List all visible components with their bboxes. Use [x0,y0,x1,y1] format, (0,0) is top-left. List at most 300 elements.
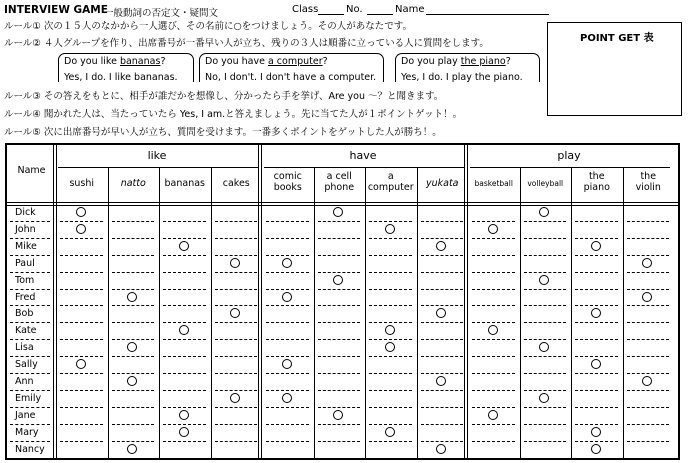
column-header-line: phone [324,182,355,193]
row-separator [318,238,361,239]
row-name-paul[interactable]: Paul [15,257,35,269]
column-header-cakes [211,178,263,189]
column-header-line: computer [367,182,414,193]
row-separator [369,441,412,442]
row-separator [524,441,567,442]
row-separator [472,221,515,222]
row-separator [60,305,103,306]
row-separator [524,221,567,222]
row-separator [575,339,618,340]
answer-circle[interactable] [76,207,86,217]
row-separator [112,424,155,425]
row-separator [163,373,206,374]
row-separator [215,373,258,374]
column-header-line: a [387,171,394,182]
row-separator [421,255,464,256]
row-separator [215,289,258,290]
column-divider [571,167,572,458]
row-separator [10,356,50,357]
column-header-line: cakes [222,178,250,189]
title-text: INTERVIEW GAME [4,4,108,16]
name-column-divider [56,145,57,458]
example-question: Do you like bananas? [64,56,166,67]
answer-circle[interactable] [488,325,498,335]
row-separator [266,272,309,273]
answer-circle[interactable] [76,359,86,369]
row-separator [163,407,206,408]
row-separator [472,255,515,256]
row-separator [472,424,515,425]
row-separator [215,322,258,323]
row-separator [318,339,361,340]
answer-circle[interactable] [591,427,601,437]
row-separator [318,305,361,306]
row-separator [369,289,412,290]
row-separator [472,407,515,408]
row-name-bob[interactable]: Bob [15,308,34,320]
row-separator [524,289,567,290]
row-separator [575,441,618,442]
column-header-line: piano [583,182,610,193]
row-separator [421,407,464,408]
row-separator [112,289,155,290]
row-separator [266,322,309,323]
example-answer: Yes, I do. I play the piano. [401,72,523,83]
row-name-tom[interactable]: Tom [15,274,35,286]
row-separator [575,424,618,425]
column-header-a-cell-phone [314,171,366,193]
row-separator [163,339,206,340]
interview-table [5,143,680,460]
example-answer: No, I don't. I don't have a computer. [205,72,377,83]
row-separator [60,289,103,290]
row-separator [575,289,618,290]
row-separator [266,339,309,340]
row-separator [524,407,567,408]
row-separator [472,356,515,357]
row-separator [112,390,155,391]
row-separator [627,356,670,357]
row-separator [369,424,412,425]
answer-circle[interactable] [333,207,343,217]
name-column-divider [53,145,54,458]
column-header-natto [108,178,160,189]
row-name-sally[interactable]: Sally [15,359,38,371]
column-header-line: books [273,182,302,193]
row-separator [369,339,412,340]
worksheet-title [4,4,108,16]
row-separator [112,356,155,357]
row-separator [524,373,567,374]
row-separator [575,255,618,256]
row-separator [215,339,258,340]
rule-5: ルール⑤ 次に出席番号が早い人が立ち、質問を受けます。一番多くポイントをゲットした人が勝ち！。 [4,127,442,138]
row-separator [627,390,670,391]
row-separator [266,441,309,442]
answer-circle[interactable] [385,427,395,437]
row-separator [60,390,103,391]
column-header-line: yukata [425,178,459,189]
class-label: Class [292,4,319,15]
answer-circle[interactable] [282,292,292,302]
answer-circle[interactable] [539,342,549,352]
answer-circle[interactable] [76,224,86,234]
header-bottom-line [7,205,678,206]
row-separator [163,221,206,222]
answer-circle[interactable] [436,308,446,318]
answer-circle[interactable] [127,376,137,386]
column-header-line: violin [635,182,661,193]
row-separator [524,356,567,357]
row-separator [318,373,361,374]
row-separator [318,407,361,408]
row-separator [60,221,103,222]
row-separator [627,424,670,425]
row-separator [318,390,361,391]
row-separator [524,390,567,391]
answer-circle[interactable] [282,258,292,268]
row-separator [112,221,155,222]
row-separator [10,289,50,290]
answer-circle[interactable] [230,258,240,268]
row-separator [215,238,258,239]
row-separator [10,424,50,425]
row-separator [472,373,515,374]
answer-circle[interactable] [179,241,189,251]
answer-circle[interactable] [436,444,446,454]
row-separator [112,441,155,442]
row-separator [266,305,309,306]
row-separator [369,356,412,357]
row-separator [421,272,464,273]
column-header-line: the [588,171,605,182]
point-get-label: POINT GET 表 [580,33,654,44]
row-separator [60,339,103,340]
row-separator [421,373,464,374]
column-divider [417,167,418,458]
answer-circle[interactable] [539,275,549,285]
row-name-kate[interactable]: Kate [15,325,37,337]
row-separator [627,373,670,374]
column-header-sushi [56,178,108,189]
column-header-the-violin [623,171,675,193]
row-name-ann[interactable]: Ann [15,376,34,387]
answer-circle[interactable] [488,410,498,420]
row-separator [421,424,464,425]
group-divider [258,145,259,458]
row-separator [10,272,50,273]
row-separator [524,424,567,425]
column-header-yukata [417,178,469,189]
row-separator [10,305,50,306]
column-header-comic-books [262,171,314,193]
row-separator [163,272,206,273]
column-header-line: the [640,171,657,182]
row-separator [627,322,670,323]
group-divider [467,145,468,458]
header-bottom-line [7,202,678,203]
row-separator [575,390,618,391]
row-separator [369,255,412,256]
column-header-the-piano [571,171,623,193]
column-header-line: volleyball [527,179,564,188]
row-separator [163,441,206,442]
row-separator [472,238,515,239]
answer-circle[interactable] [642,292,652,302]
rule-2: ルール② ４人グループを作り、出席番号が一番早い人が立ち、残りの３人は順番に立っている人に質問をします。 [4,38,489,49]
point-get-box[interactable] [547,22,682,116]
row-separator [524,322,567,323]
answer-circle[interactable] [539,207,549,217]
column-header-bananas [159,178,211,189]
number-blank[interactable] [367,14,393,15]
row-separator [627,305,670,306]
row-separator [575,356,618,357]
row-separator [215,441,258,442]
row-separator [627,441,670,442]
row-separator [318,441,361,442]
row-separator [369,322,412,323]
row-separator [369,272,412,273]
answer-circle[interactable] [385,325,395,335]
row-separator [10,221,50,222]
row-separator [421,339,464,340]
column-header-basketball [468,178,520,189]
name-header: Name [17,165,46,176]
answer-circle[interactable] [642,258,652,268]
answer-circle[interactable] [282,359,292,369]
row-separator [10,339,50,340]
row-separator [318,221,361,222]
answer-circle[interactable] [591,444,601,454]
row-separator [215,390,258,391]
example-bubble-bananas [58,53,194,82]
group-underline [58,167,258,168]
row-separator [60,272,103,273]
row-separator [163,356,206,357]
row-separator [60,356,103,357]
row-name-lisa[interactable]: Lisa [15,342,34,354]
row-separator [627,221,670,222]
row-name-mike[interactable]: Mike [15,240,37,252]
row-separator [421,305,464,306]
answer-circle[interactable] [230,308,240,318]
row-separator [163,255,206,256]
row-separator [575,272,618,273]
row-separator [318,255,361,256]
row-separator [575,305,618,306]
column-header-line: natto [120,178,146,189]
row-separator [524,305,567,306]
row-separator [575,221,618,222]
answer-circle[interactable] [333,275,343,285]
row-separator [163,305,206,306]
group-underline [470,167,670,168]
column-header-line: basketball [474,179,513,188]
row-separator [575,407,618,408]
row-separator [421,221,464,222]
answer-circle[interactable] [591,308,601,318]
row-separator [10,390,50,391]
column-divider [108,167,109,458]
column-divider [159,167,160,458]
row-name-mary[interactable]: Mary [15,426,39,438]
answer-circle[interactable] [127,444,137,454]
row-separator [421,390,464,391]
row-separator [627,289,670,290]
row-separator [369,221,412,222]
row-separator [60,424,103,425]
row-separator [163,238,206,239]
row-separator [369,373,412,374]
row-separator [524,272,567,273]
row-separator [524,238,567,239]
row-separator [60,255,103,256]
row-separator [472,305,515,306]
answer-circle[interactable] [282,393,292,403]
row-separator [163,390,206,391]
row-separator [215,407,258,408]
column-header-line: a cell [326,171,352,182]
row-separator [10,238,50,239]
name-label: Name [395,4,425,15]
answer-circle[interactable] [642,376,652,386]
name-blank[interactable] [426,14,549,15]
row-separator [10,373,50,374]
class-blank[interactable] [318,14,344,15]
answer-circle[interactable] [179,325,189,335]
row-name-jane[interactable]: Jane [15,409,36,421]
group-header-play: play [557,149,581,162]
row-separator [10,407,50,408]
row-separator [112,322,155,323]
worksheet-subtitle: 一般動詞の否定文・疑問文 [104,8,219,19]
row-separator [472,289,515,290]
row-separator [575,322,618,323]
row-separator [472,272,515,273]
answer-circle[interactable] [333,410,343,420]
row-separator [60,441,103,442]
row-separator [112,255,155,256]
row-separator [60,407,103,408]
row-name-fred[interactable]: Fred [15,291,36,303]
answer-circle[interactable] [127,292,137,302]
row-separator [266,356,309,357]
row-separator [112,407,155,408]
row-separator [472,390,515,391]
row-separator [215,221,258,222]
row-separator [266,373,309,374]
answer-circle[interactable] [385,224,395,234]
answer-circle[interactable] [539,393,549,403]
example-bubble-piano [395,53,540,82]
row-separator [266,255,309,256]
column-header-line: sushi [69,178,95,189]
row-separator [627,255,670,256]
row-separator [318,424,361,425]
row-separator [421,441,464,442]
row-separator [266,238,309,239]
row-separator [215,305,258,306]
answer-circle[interactable] [591,241,601,251]
answer-circle[interactable] [127,342,137,352]
column-header-line: comic [273,171,302,182]
row-separator [369,305,412,306]
answer-circle[interactable] [436,241,446,251]
row-separator [318,322,361,323]
column-divider [211,167,212,458]
number-label: No. [346,4,363,15]
answer-circle[interactable] [385,342,395,352]
row-separator [112,305,155,306]
row-separator [112,373,155,374]
answer-circle[interactable] [179,410,189,420]
row-separator [112,272,155,273]
row-separator [60,373,103,374]
column-divider [314,167,315,458]
row-separator [472,339,515,340]
row-separator [10,255,50,256]
answer-circle[interactable] [436,376,446,386]
answer-circle[interactable] [230,393,240,403]
row-name-john[interactable]: John [15,223,36,235]
row-separator [266,407,309,408]
row-separator [10,322,50,323]
rule-1: ルール① 次の１５人のなかから一人選び、その名前に○をつけましょう。その人があなたです。 [4,21,412,32]
row-separator [163,424,206,425]
example-question: Do you have a computer? [205,56,328,67]
example-question: Do you play the piano? [401,56,511,67]
row-separator [60,238,103,239]
row-separator [266,390,309,391]
column-divider [365,167,366,458]
row-separator [369,390,412,391]
row-separator [627,407,670,408]
answer-circle[interactable] [179,427,189,437]
group-divider [464,145,465,458]
answer-circle[interactable] [488,224,498,234]
group-header-like: like [147,149,167,162]
row-name-nancy[interactable]: Nancy [15,443,45,455]
row-separator [163,322,206,323]
row-separator [266,221,309,222]
column-header-line: bananas [164,178,205,189]
row-separator [627,238,670,239]
row-separator [421,356,464,357]
row-separator [318,356,361,357]
row-name-emily[interactable]: Emily [15,392,42,404]
row-name-dick[interactable]: Dick [15,207,36,218]
row-separator [10,441,50,442]
row-separator [369,407,412,408]
group-underline [264,167,464,168]
row-separator [472,441,515,442]
row-separator [266,289,309,290]
row-separator [575,373,618,374]
row-separator [627,339,670,340]
row-separator [472,322,515,323]
row-separator [575,238,618,239]
row-separator [524,255,567,256]
row-separator [266,424,309,425]
row-separator [60,322,103,323]
column-divider [623,167,624,458]
column-divider [520,167,521,458]
row-separator [627,272,670,273]
row-separator [215,424,258,425]
answer-circle[interactable] [591,359,601,369]
row-separator [215,255,258,256]
